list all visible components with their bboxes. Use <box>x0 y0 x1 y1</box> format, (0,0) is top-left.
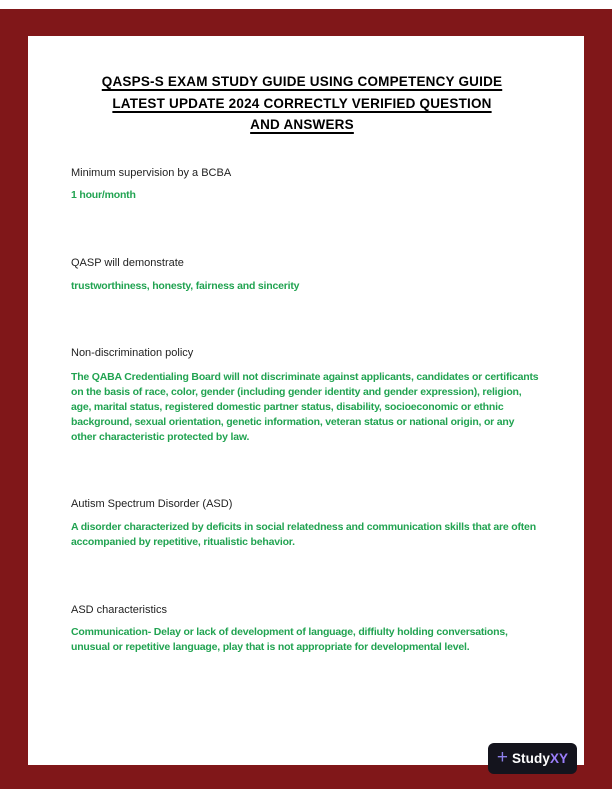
answer-4: A disorder characterized by deficits in social relatedness and communication skills that are often accompanied by repetitive, ritualistic behavior. <box>71 521 536 548</box>
question-5: ASD characteristics <box>71 604 167 616</box>
studyxy-logo <box>488 743 577 774</box>
studyxy-logo-text <box>512 751 568 766</box>
page-title <box>71 71 533 136</box>
brand-name-accent: XY <box>549 751 569 766</box>
question-2: QASP will demonstrate <box>71 257 184 269</box>
brand-name-primary: Study <box>511 751 550 766</box>
question-4: Autism Spectrum Disorder (ASD) <box>71 498 233 510</box>
answer-2: trustworthiness, honesty, fairness and sincerity <box>71 280 300 292</box>
answer-3: The QABA Credentialing Board will not discriminate against applicants, candidates or certificants on the basis of race, color, gender (including gender identity and gender expression), religion, age, marital status, registered domestic partner status, disability, socioeconomic or ethnic background, sexual orientation, genetic information, veteran status or national origin, or any other characteristic protected by law. <box>71 371 539 443</box>
question-1: Minimum supervision by a BCBA <box>71 167 232 179</box>
page-title-line-2: LATEST UPDATE 2024 CORRECTLY VERIFIED QUESTION <box>112 95 492 111</box>
page-title-line-3: AND ANSWERS <box>250 117 354 132</box>
answer-5: Communication- Delay or lack of development of language, diffiulty holding conversations, unusual or repetitive language, play that is not appropriate for developmental level. <box>71 626 508 653</box>
answer-1: 1 hour/month <box>71 189 136 201</box>
question-3: Non-discrimination policy <box>71 347 194 359</box>
plus-icon: + <box>496 747 508 768</box>
page-title-line-1: QASPS-S EXAM STUDY GUIDE USING COMPETENCY GUIDE <box>101 74 503 89</box>
